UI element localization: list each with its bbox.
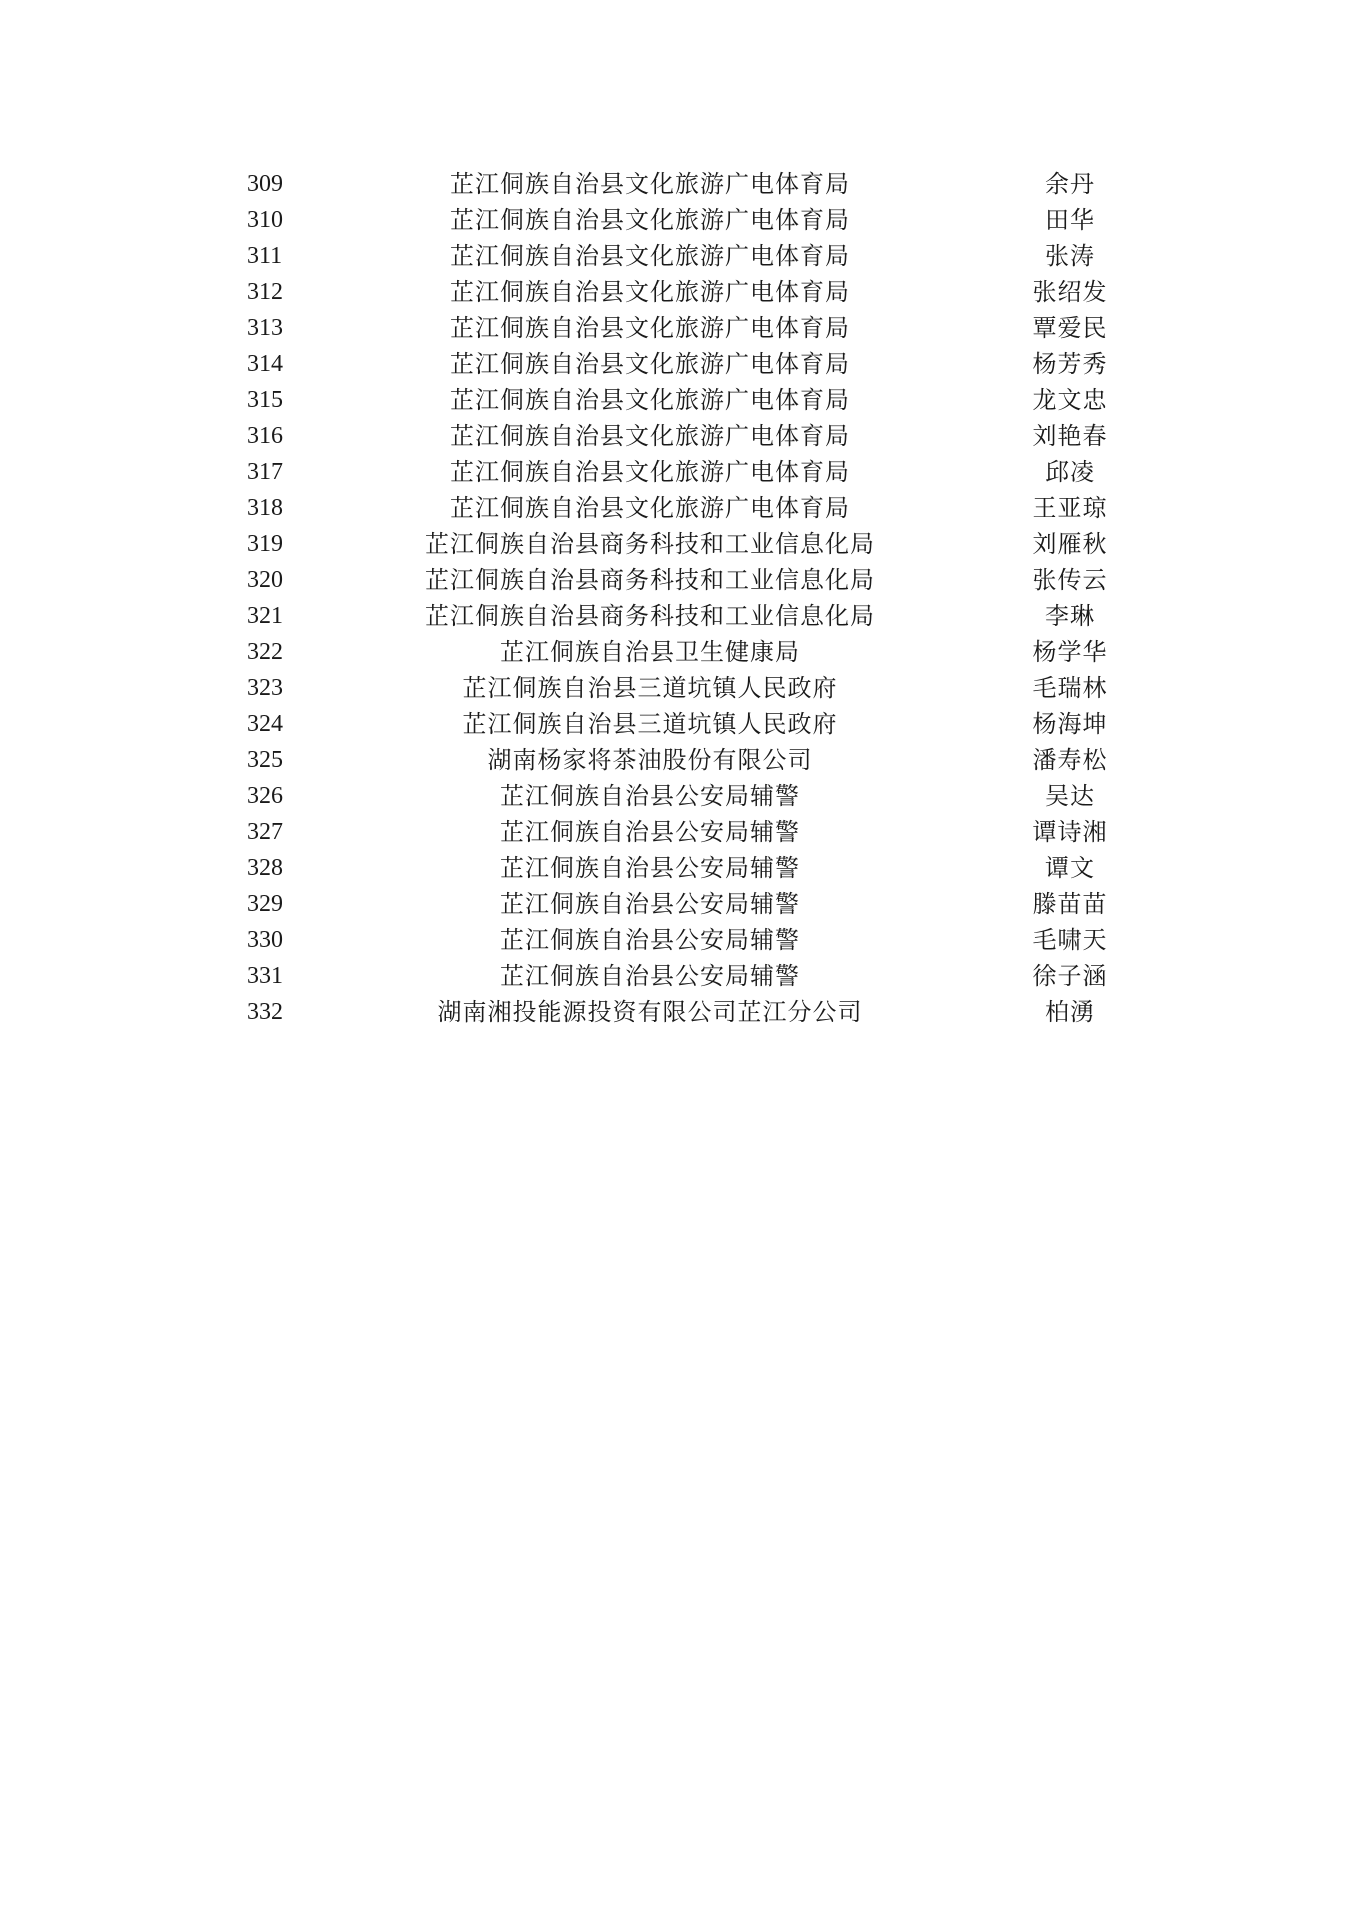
row-organization: 芷江侗族自治县卫生健康局	[500, 638, 800, 666]
row-person-name: 余丹	[1045, 170, 1095, 198]
list-row	[200, 994, 1160, 1030]
row-number: 320	[247, 567, 283, 593]
row-organization: 芷江侗族自治县文化旅游广电体育局	[450, 314, 850, 342]
row-organization: 芷江侗族自治县文化旅游广电体育局	[450, 458, 850, 486]
row-person-name: 滕苗苗	[1032, 890, 1108, 918]
row-number: 312	[247, 279, 283, 305]
row-number: 316	[247, 423, 283, 449]
row-organization: 芷江侗族自治县商务科技和工业信息化局	[425, 566, 875, 594]
row-number: 317	[247, 459, 283, 485]
row-number: 331	[247, 963, 283, 989]
list-row	[200, 706, 1160, 742]
row-number: 311	[247, 243, 283, 269]
list-row	[200, 418, 1160, 454]
list-row	[200, 886, 1160, 922]
row-organization: 芷江侗族自治县文化旅游广电体育局	[450, 278, 850, 306]
row-number: 314	[247, 351, 283, 377]
row-organization: 芷江侗族自治县三道坑镇人民政府	[462, 674, 838, 702]
row-organization: 芷江侗族自治县文化旅游广电体育局	[450, 422, 850, 450]
row-organization: 芷江侗族自治县商务科技和工业信息化局	[425, 602, 875, 630]
row-number: 324	[247, 711, 283, 737]
row-number: 326	[247, 783, 283, 809]
row-person-name: 李琳	[1045, 602, 1095, 630]
row-person-name: 张传云	[1032, 566, 1108, 594]
row-number: 329	[247, 891, 283, 917]
row-organization: 芷江侗族自治县商务科技和工业信息化局	[425, 530, 875, 558]
list-row	[200, 670, 1160, 706]
row-number: 325	[247, 747, 283, 773]
list-row	[200, 166, 1160, 202]
row-person-name: 张涛	[1045, 242, 1095, 270]
list-row	[200, 454, 1160, 490]
row-organization: 芷江侗族自治县文化旅游广电体育局	[450, 206, 850, 234]
row-number: 309	[247, 171, 283, 197]
list-row	[200, 742, 1160, 778]
row-person-name: 杨学华	[1032, 638, 1108, 666]
row-number: 328	[247, 855, 283, 881]
row-person-name: 谭诗湘	[1032, 818, 1108, 846]
row-organization: 芷江侗族自治县文化旅游广电体育局	[450, 170, 850, 198]
row-number: 323	[247, 675, 283, 701]
row-organization: 芷江侗族自治县文化旅游广电体育局	[450, 350, 850, 378]
list-row	[200, 922, 1160, 958]
list-row	[200, 850, 1160, 886]
row-organization: 湖南湘投能源投资有限公司芷江分公司	[437, 998, 863, 1026]
row-number: 327	[247, 819, 283, 845]
row-person-name: 杨芳秀	[1032, 350, 1108, 378]
row-organization: 芷江侗族自治县公安局辅警	[500, 890, 800, 918]
list-row	[200, 562, 1160, 598]
row-person-name: 杨海坤	[1032, 710, 1108, 738]
row-person-name: 徐子涵	[1032, 962, 1108, 990]
row-person-name: 邱凌	[1045, 458, 1095, 486]
row-person-name: 张绍发	[1032, 278, 1108, 306]
row-person-name: 龙文忠	[1032, 386, 1108, 414]
row-person-name: 吴达	[1045, 782, 1095, 810]
row-number: 330	[247, 927, 283, 953]
row-organization: 湖南杨家将茶油股份有限公司	[487, 746, 813, 774]
row-person-name: 柏湧	[1045, 998, 1095, 1026]
row-person-name: 潘寿松	[1032, 746, 1108, 774]
row-person-name: 刘艳春	[1032, 422, 1108, 450]
row-person-name: 王亚琼	[1032, 494, 1108, 522]
list-row	[200, 238, 1160, 274]
row-number: 315	[247, 387, 283, 413]
row-organization: 芷江侗族自治县文化旅游广电体育局	[450, 494, 850, 522]
row-number: 313	[247, 315, 283, 341]
row-number: 332	[247, 999, 283, 1025]
row-organization: 芷江侗族自治县公安局辅警	[500, 782, 800, 810]
list-row	[200, 598, 1160, 634]
row-organization: 芷江侗族自治县公安局辅警	[500, 818, 800, 846]
list-row	[200, 778, 1160, 814]
list-row	[200, 202, 1160, 238]
row-number: 322	[247, 639, 283, 665]
row-person-name: 覃爱民	[1032, 314, 1108, 342]
row-person-name: 毛瑞林	[1032, 674, 1108, 702]
row-person-name: 谭文	[1045, 854, 1095, 882]
row-number: 321	[247, 603, 283, 629]
row-number: 310	[247, 207, 283, 233]
list-row	[200, 490, 1160, 526]
list-row	[200, 958, 1160, 994]
row-person-name: 刘雁秋	[1032, 530, 1108, 558]
row-person-name: 田华	[1045, 206, 1095, 234]
row-organization: 芷江侗族自治县三道坑镇人民政府	[462, 710, 838, 738]
row-organization: 芷江侗族自治县文化旅游广电体育局	[450, 386, 850, 414]
row-organization: 芷江侗族自治县公安局辅警	[500, 854, 800, 882]
list-row	[200, 310, 1160, 346]
list-row	[200, 814, 1160, 850]
row-number: 318	[247, 495, 283, 521]
list-row	[200, 634, 1160, 670]
list-row	[200, 274, 1160, 310]
row-organization: 芷江侗族自治县文化旅游广电体育局	[450, 242, 850, 270]
row-organization: 芷江侗族自治县公安局辅警	[500, 962, 800, 990]
row-person-name: 毛啸天	[1032, 926, 1108, 954]
name-list	[200, 166, 1160, 1030]
list-row	[200, 526, 1160, 562]
list-row	[200, 346, 1160, 382]
row-number: 319	[247, 531, 283, 557]
row-organization: 芷江侗族自治县公安局辅警	[500, 926, 800, 954]
list-row	[200, 382, 1160, 418]
